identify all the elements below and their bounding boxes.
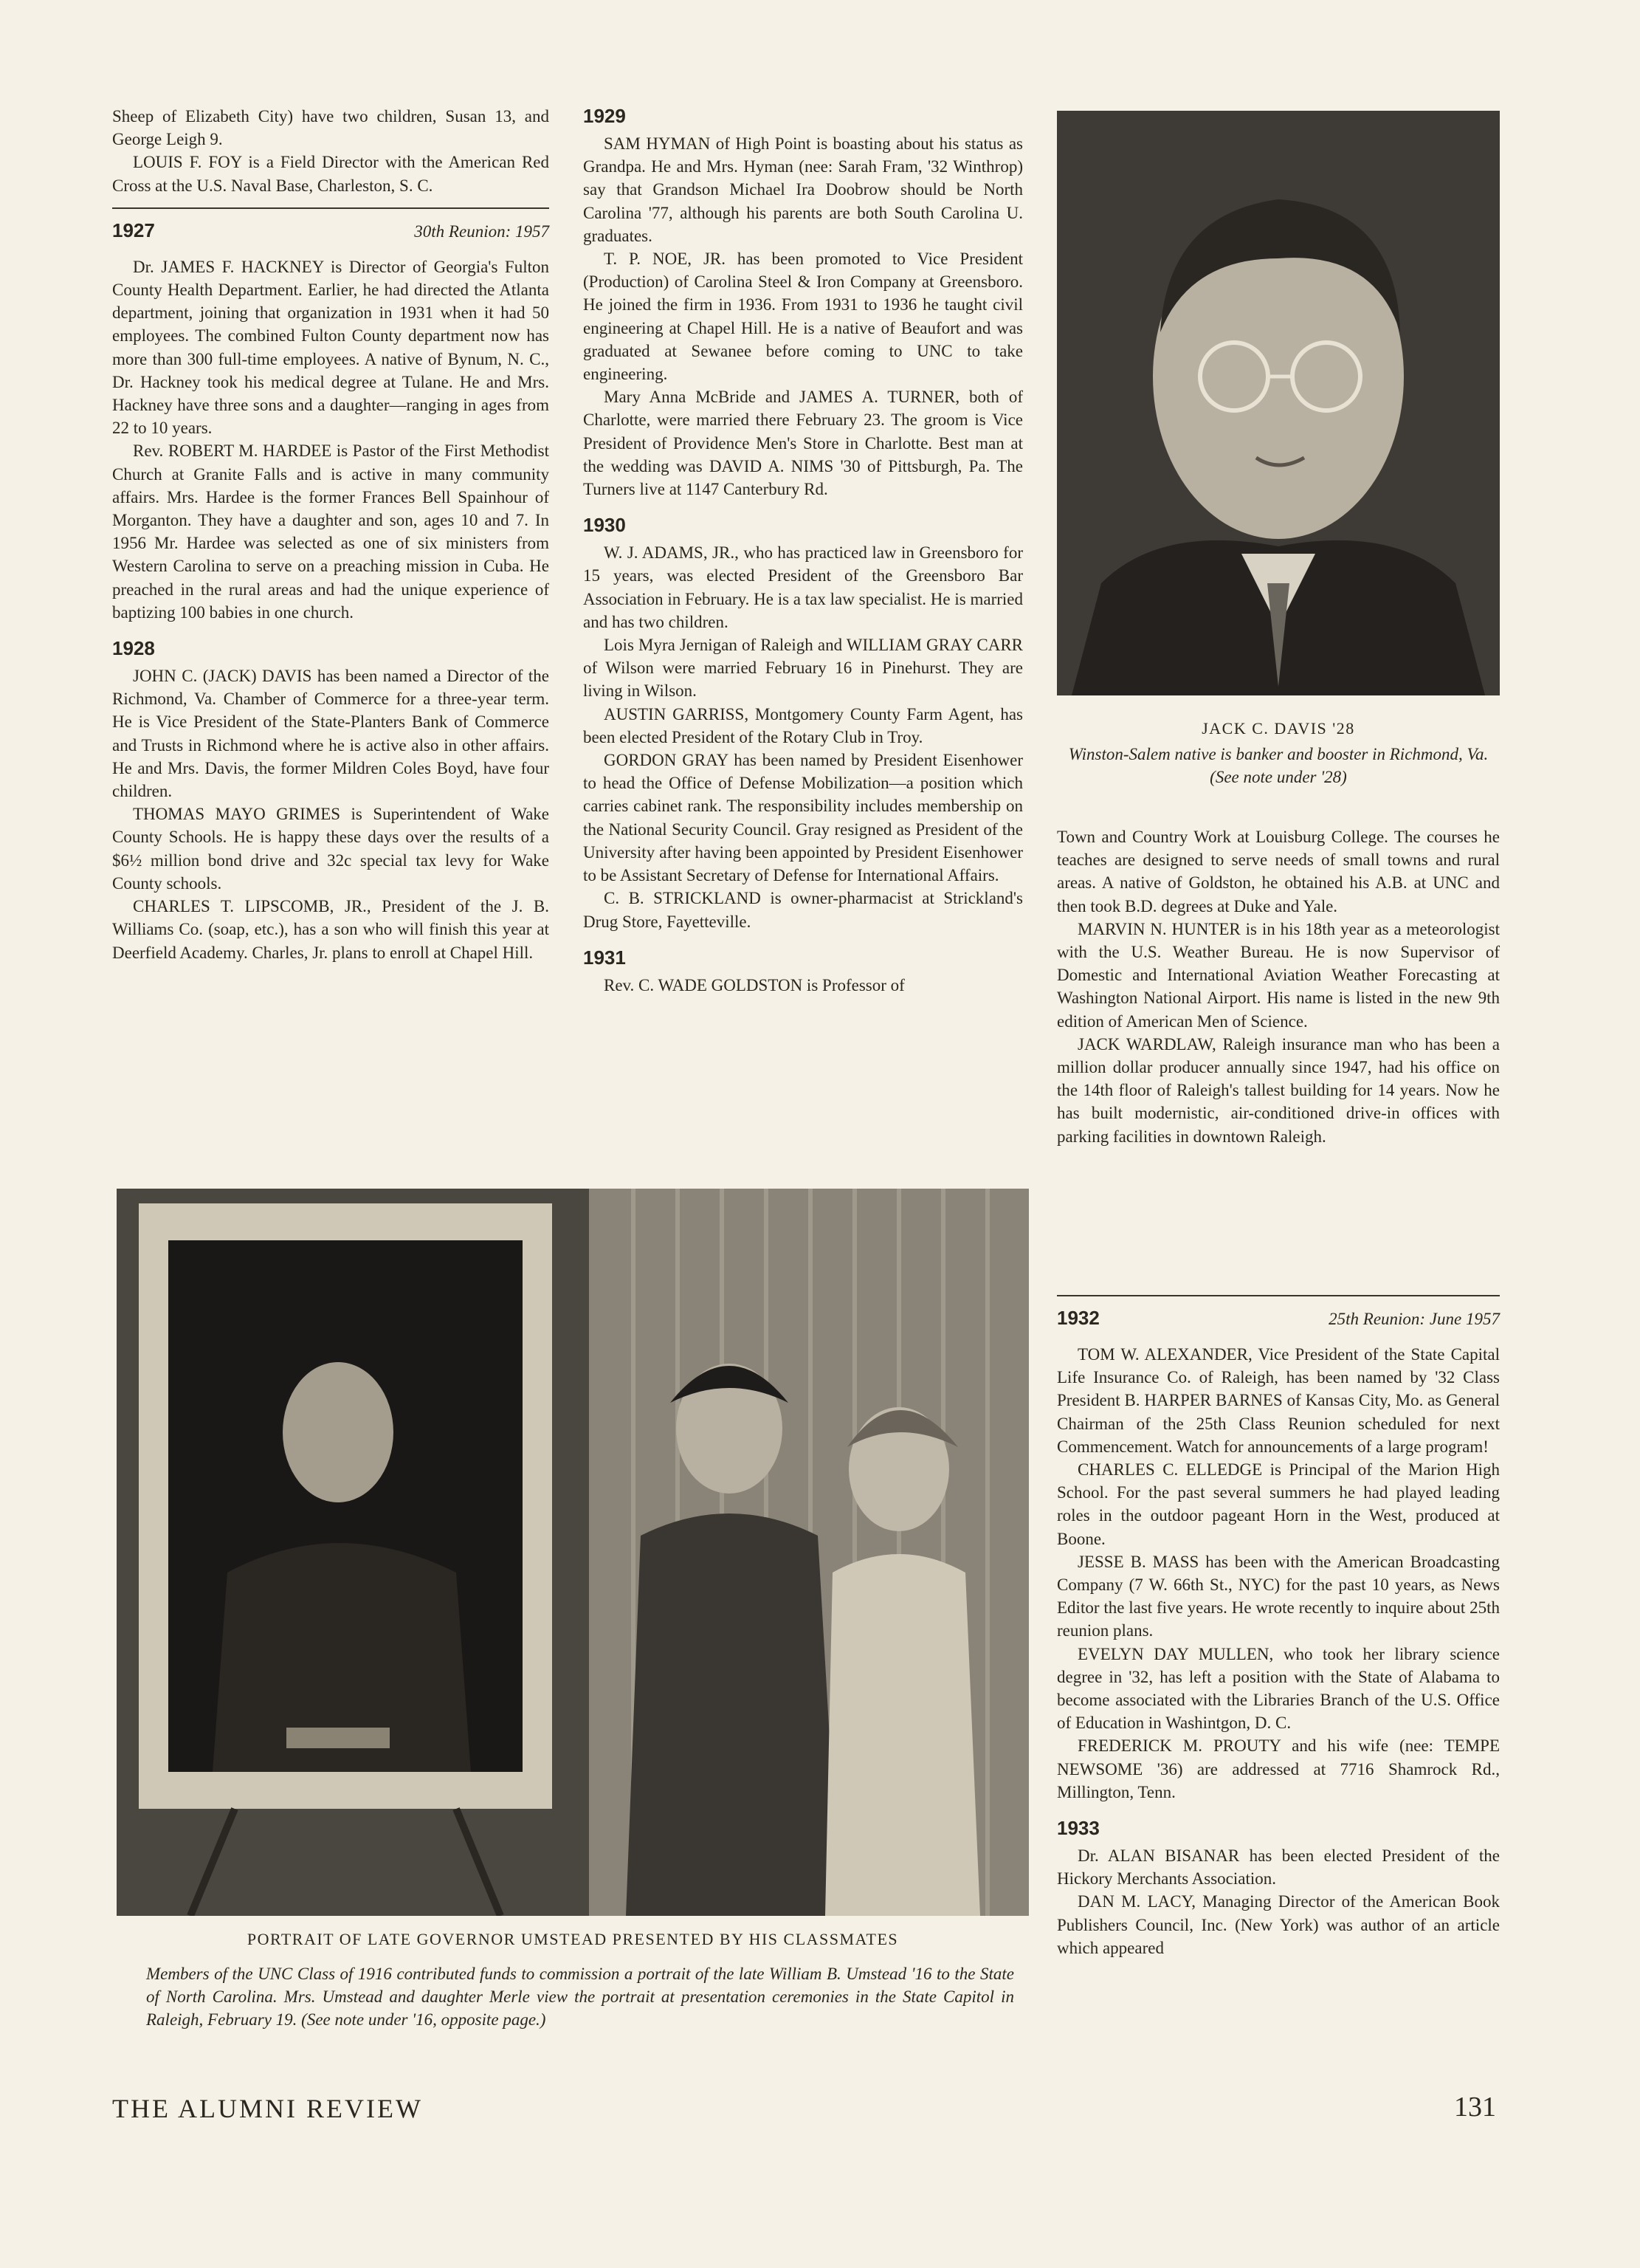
reunion-note: 25th Reunion: June 1957	[1329, 1310, 1500, 1328]
class-year: 1929	[583, 105, 626, 127]
caption-title: PORTRAIT OF LATE GOVERNOR UMSTEAD PRESENTED BY HIS CLASSMATES	[247, 1930, 899, 1948]
article-paragraph: JACK WARDLAW, Raleigh insurance man who has been a million dollar producer annually since 1947, had his office on the 14th floor of Raleigh's tallest building for 14 years. Now he has built modernistic, air-conditioned drive-in offices with parking facilities in downtown Raleigh.	[1057, 1034, 1500, 1146]
column-middle	[583, 105, 1023, 997]
class-year: 1933	[1057, 1817, 1100, 1840]
davis-portrait-image	[1057, 111, 1500, 695]
davis-portrait-photo	[1057, 111, 1500, 695]
article-paragraph: Town and Country Work at Louisburg College. The courses he teaches are designed to serve needs of small towns and rural areas. A native of Goldston, he obtained his A.B. at UNC and then took B.D. degrees at Duke and Yale.	[1057, 828, 1500, 915]
article-paragraph: DAN M. LACY, Managing Director of the American Book Publishers Council, Inc. (New York) was author of an article which appeared	[1057, 1892, 1500, 1957]
caption-name: JACK C. DAVIS '28	[1202, 719, 1355, 738]
caption-description: Members of the UNC Class of 1916 contributed funds to commission a portrait of the late William B. Umstead '16 to the State of North Carolina. Mrs. Umstead and daughter Merle view the portrait at presentation ceremonies in the State Capitol in Raleigh, February 19. (See note under '16, opposite page.)	[146, 1965, 1014, 2029]
page-number: 131	[1454, 2092, 1496, 2123]
class-year: 1928	[112, 637, 155, 660]
article-paragraph: GORDON GRAY has been named by President Eisenhower to head the Office of Defense Mobilization—a position which carries cabinet rank. The responsibility includes membership on the National Security Council. Gray resigned as President of the University after having been appointed by President Eisenhower to be Assistant Secretary of Defense for International Affairs.	[583, 751, 1023, 885]
reunion-note: 30th Reunion: 1957	[414, 221, 549, 241]
article-paragraph: Dr. ALAN BISANAR has been elected President of the Hickory Merchants Association.	[1057, 1846, 1500, 1889]
article-paragraph: Rev. C. WADE GOLDSTON is Professor of	[604, 975, 905, 994]
column-left	[112, 105, 549, 964]
class-year: 1930	[583, 514, 626, 537]
column-right-lower	[1057, 1285, 1500, 1959]
umstead-portrait-photo	[117, 1189, 1029, 1916]
davis-caption	[1057, 719, 1500, 788]
article-paragraph: MARVIN N. HUNTER is in his 18th year as a meteorologist with the U.S. Weather Bureau. He is now Supervisor of Domestic and International Aviation Weather Forecasting at Washington National Airport. His name is listed in the new 9th edition of American Men of Science.	[1057, 919, 1500, 1031]
article-paragraph: THOMAS MAYO GRIMES is Superintendent of Wake County Schools. He is happy these days over the results of a $6½ million bond drive and 32c special tax levy for Wake County schools.	[112, 805, 549, 893]
article-paragraph: Sheep of Elizabeth City) have two children, Susan 13, and George Leigh 9.	[112, 107, 549, 149]
article-paragraph: AUSTIN GARRISS, Montgomery County Farm Agent, has been elected President of the Rotary Club in Troy.	[583, 704, 1023, 746]
class-header-1932	[1057, 1295, 1500, 1330]
class-year: 1927	[112, 219, 155, 241]
article-paragraph: Mary Anna McBride and JAMES A. TURNER, both of Charlotte, were married there February 23. The groom is Vice President of Providence Men's Store in Charlotte. Best man at the wedding was DAVID A. NIMS '30 of Pittsburgh, Pa. The Turners live at 1147 Canterbury Rd.	[583, 388, 1023, 499]
article-paragraph: Rev. ROBERT M. HARDEE is Pastor of the First Methodist Church at Granite Falls and is active in many community affairs. Mrs. Hardee is the former Frances Bell Spainhour of Morganton. They have a daughter and son, ages 10 and 7. In 1956 Mr. Hardee was selected as one of six ministers from Western Carolina to serve on a preaching mission in Cuba. He preached in the rural areas and had the unique experience of baptizing 100 babies in one church.	[112, 441, 549, 622]
class-header-1927	[112, 207, 549, 242]
article-paragraph: W. J. ADAMS, JR., who has practiced law in Greensboro for 15 years, was elected President of the Greensboro Bar Association in February. He is a tax law specialist. He is married and has two children.	[583, 543, 1023, 631]
article-paragraph: LOUIS F. FOY is a Field Director with the American Red Cross at the U.S. Naval Base, Charleston, S. C.	[112, 153, 549, 195]
article-paragraph: JOHN C. (JACK) DAVIS has been named a Director of the Richmond, Va. Chamber of Commerce for a three-year term. He is Vice President of the State-Planters Bank of Commerce and Trusts in Richmond where he is active also in other affairs. He and Mrs. Davis, the former Mildren Coles Boyd, have four children.	[112, 667, 549, 801]
article-paragraph: EVELYN DAY MULLEN, who took her library science degree in '32, has left a position with the State of Alabama to become associated with the Libraries Branch of the U.S. Office of Education in Washintgon, D. C.	[1057, 1644, 1500, 1733]
article-paragraph: TOM W. ALEXANDER, Vice President of the State Capital Life Insurance Co. of Raleigh, has been named by '32 Class President B. HARPER BARNES of Kansas City, Mo. as General Chairman of the 25th Class Reunion scheduled for next Commencement. Watch for announcements of a large program!	[1057, 1345, 1500, 1456]
article-paragraph: FREDERICK M. PROUTY and his wife (nee: TEMPE NEWSOME '36) are addressed at 7716 Shamrock Rd., Millington, Tenn.	[1057, 1736, 1500, 1801]
article-paragraph: JESSE B. MASS has been with the American Broadcasting Company (7 W. 66th St., NYC) for the past 10 years, as News Editor the last five years. He wrote recently to inquire about 25th reunion plans.	[1057, 1552, 1500, 1640]
class-year: 1932	[1057, 1307, 1100, 1329]
article-paragraph: Dr. JAMES F. HACKNEY is Director of Georgia's Fulton County Health Department. Earlier, he had directed the Atlanta department, joining that organization in 1931 when it had 50 employees. The combined Fulton County department now has more than 300 full-time employees. A native of Bynum, N. C., Dr. Hackney took his medical degree at Tulane. He and Mrs. Hackney have three sons and a daughter—ranging in ages from 22 to 10 years.	[112, 257, 549, 438]
article-paragraph: C. B. STRICKLAND is owner-pharmacist at Strickland's Drug Store, Fayetteville.	[583, 889, 1023, 931]
article-paragraph: CHARLES T. LIPSCOMB, JR., President of the J. B. Williams Co. (soap, etc.), has a son who will finish this year at Deerfield Academy. Charles, Jr. plans to enroll at Chapel Hill.	[112, 897, 549, 962]
article-paragraph: SAM HYMAN of High Point is boasting about his status as Grandpa. He and Mrs. Hyman (nee: Sarah Fram, '32 Winthrop) say that Grandson Michael Ira Doobrow should be North Carolina '77, although his parents are both South Carolina U. graduates.	[583, 134, 1023, 245]
umstead-caption	[117, 1930, 1029, 2031]
article-paragraph: Lois Myra Jernigan of Raleigh and WILLIAM GRAY CARR of Wilson were married February 16 in Pinehurst. They are living in Wilson.	[583, 636, 1023, 701]
article-paragraph: T. P. NOE, JR. has been promoted to Vice President (Production) of Carolina Steel & Iron Company at Greensboro. He joined the firm in 1936. From 1931 to 1936 he taught civil engineering at Chapel Hill. He is a native of Beaufort and was graduated at Sewanee before coming to UNC to take engineering.	[583, 250, 1023, 384]
caption-description: Winston-Salem native is banker and booster in Richmond, Va. (See note under '28)	[1068, 745, 1489, 786]
article-paragraph: CHARLES C. ELLEDGE is Principal of the Marion High School. For the past several summers he had played leading roles in the outdoor pageant Horn in the West, produced at Boone.	[1057, 1460, 1500, 1548]
class-year: 1931	[583, 946, 626, 969]
umstead-portrait-image	[117, 1189, 1029, 1916]
column-right-upper	[1057, 825, 1500, 1148]
publication-title: THE ALUMNI REVIEW	[112, 2094, 423, 2123]
